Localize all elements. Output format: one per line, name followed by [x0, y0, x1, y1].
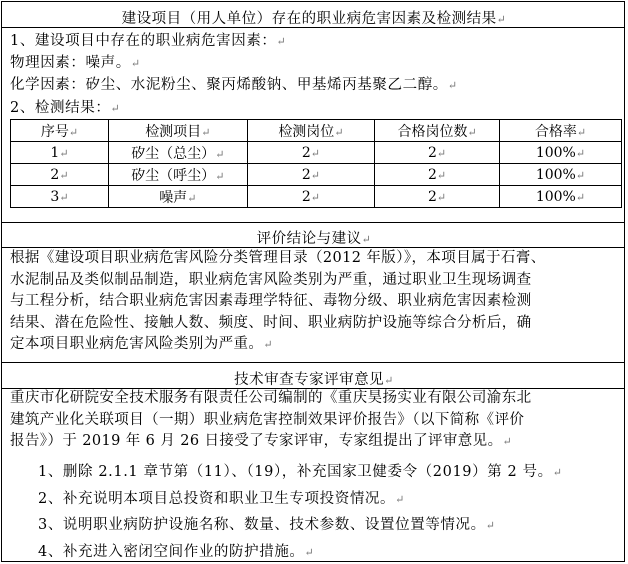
table-cell: 100%↵	[499, 186, 621, 208]
results-table	[10, 119, 622, 208]
section-title-conclusion: 评价结论与建议↵	[256, 231, 372, 247]
table-row	[11, 164, 622, 186]
header-cell: 检测项目↵	[109, 120, 248, 142]
conclusion-paragraph	[10, 248, 620, 356]
table-cell: 2↵	[375, 186, 500, 208]
section-title-expert-review: 技术审查专家评审意见↵	[234, 372, 394, 388]
table-cell: 3↵	[11, 186, 109, 208]
table-cell: 1↵	[11, 142, 109, 164]
table-cell: 100%↵	[499, 142, 621, 164]
divider	[2, 222, 624, 223]
review-line: 重庆市化研院安全技术服务有限责任公司编制的《重庆昊扬实业有限公司渝东北	[10, 390, 532, 406]
header-cell: 合格岗位数↵	[375, 120, 500, 142]
table-cell: 2↵	[247, 142, 375, 164]
table-cell: 2↵	[375, 164, 500, 186]
table-cell: 矽尘（呼尘）↵	[109, 164, 248, 186]
subheading-test-results: 2、检测结果：↵	[10, 100, 121, 116]
table-cell: 2↵	[247, 164, 375, 186]
table-row	[11, 142, 622, 164]
table-cell: 100%↵	[499, 164, 621, 186]
header-cell: 检测岗位↵	[247, 120, 375, 142]
table-cell: 2↵	[247, 186, 375, 208]
chemical-factors: 化学因素：矽尘、水泥粉尘、聚丙烯酸钠、甲基烯丙基聚乙二醇。↵	[10, 77, 458, 93]
conclusion-line: 根据《建设项目职业病危害风险分类管理目录（2012 年版）》，本项目属于石膏、	[10, 250, 546, 266]
review-line: 建筑产业化关联项目（一期）职业病危害控制效果评价报告》（以下简称《评价	[10, 411, 525, 428]
table-cell: 2↵	[11, 164, 109, 186]
conclusion-line: 定本项目职业病危害风险类别为严重。↵	[10, 336, 273, 352]
table-cell: 噪声↵	[109, 186, 248, 208]
table-header-row	[11, 120, 622, 142]
table-cell: 2↵	[375, 142, 500, 164]
review-item-1: 1、删除 2.1.1 章节第（11）、（19），补充国家卫健委令（2019）第 2 号。↵	[38, 464, 563, 480]
conclusion-line: 水泥制品及类似制品制造，职业病危害风险类别为严重，通过职业卫生现场调查	[10, 271, 532, 288]
physical-factors: 物理因素：噪声。↵	[10, 55, 141, 71]
review-line: 报告》）于 2019 年 6 月 26 日接受了专家评审，专家组提出了评审意见。↵	[10, 433, 513, 449]
review-item-3: 3、说明职业病防护设施名称、数量、技术参数、设置位置等情况。↵	[38, 517, 496, 533]
conclusion-line: 结果、潜在危险性、接触人数、频度、时间、职业病防护设施等综合分析后，确	[10, 314, 532, 331]
section-title-hazards: 建设项目（用人单位）存在的职业病危害因素及检测结果↵	[121, 11, 507, 27]
divider	[2, 362, 624, 363]
conclusion-line: 与工程分析，结合职业病危害因素毒理学特征、毒物分级、职业病危害因素检测	[10, 293, 532, 309]
review-item-4: 4、补充进入密闭空间作业的防护措施。↵	[38, 544, 315, 560]
subheading-hazard-factors: 1、建设项目中存在的职业病危害因素：↵	[10, 33, 287, 49]
table-row	[11, 186, 622, 208]
header-cell: 序号↵	[11, 120, 109, 142]
review-item-2: 2、补充说明本项目总投资和职业卫生专项投资情况。↵	[38, 491, 405, 507]
divider	[2, 27, 624, 28]
review-intro-paragraph	[10, 388, 620, 453]
document-frame	[1, 1, 625, 562]
table-cell: 矽尘（总尘）↵	[109, 142, 248, 164]
header-cell: 合格率↵	[499, 120, 621, 142]
